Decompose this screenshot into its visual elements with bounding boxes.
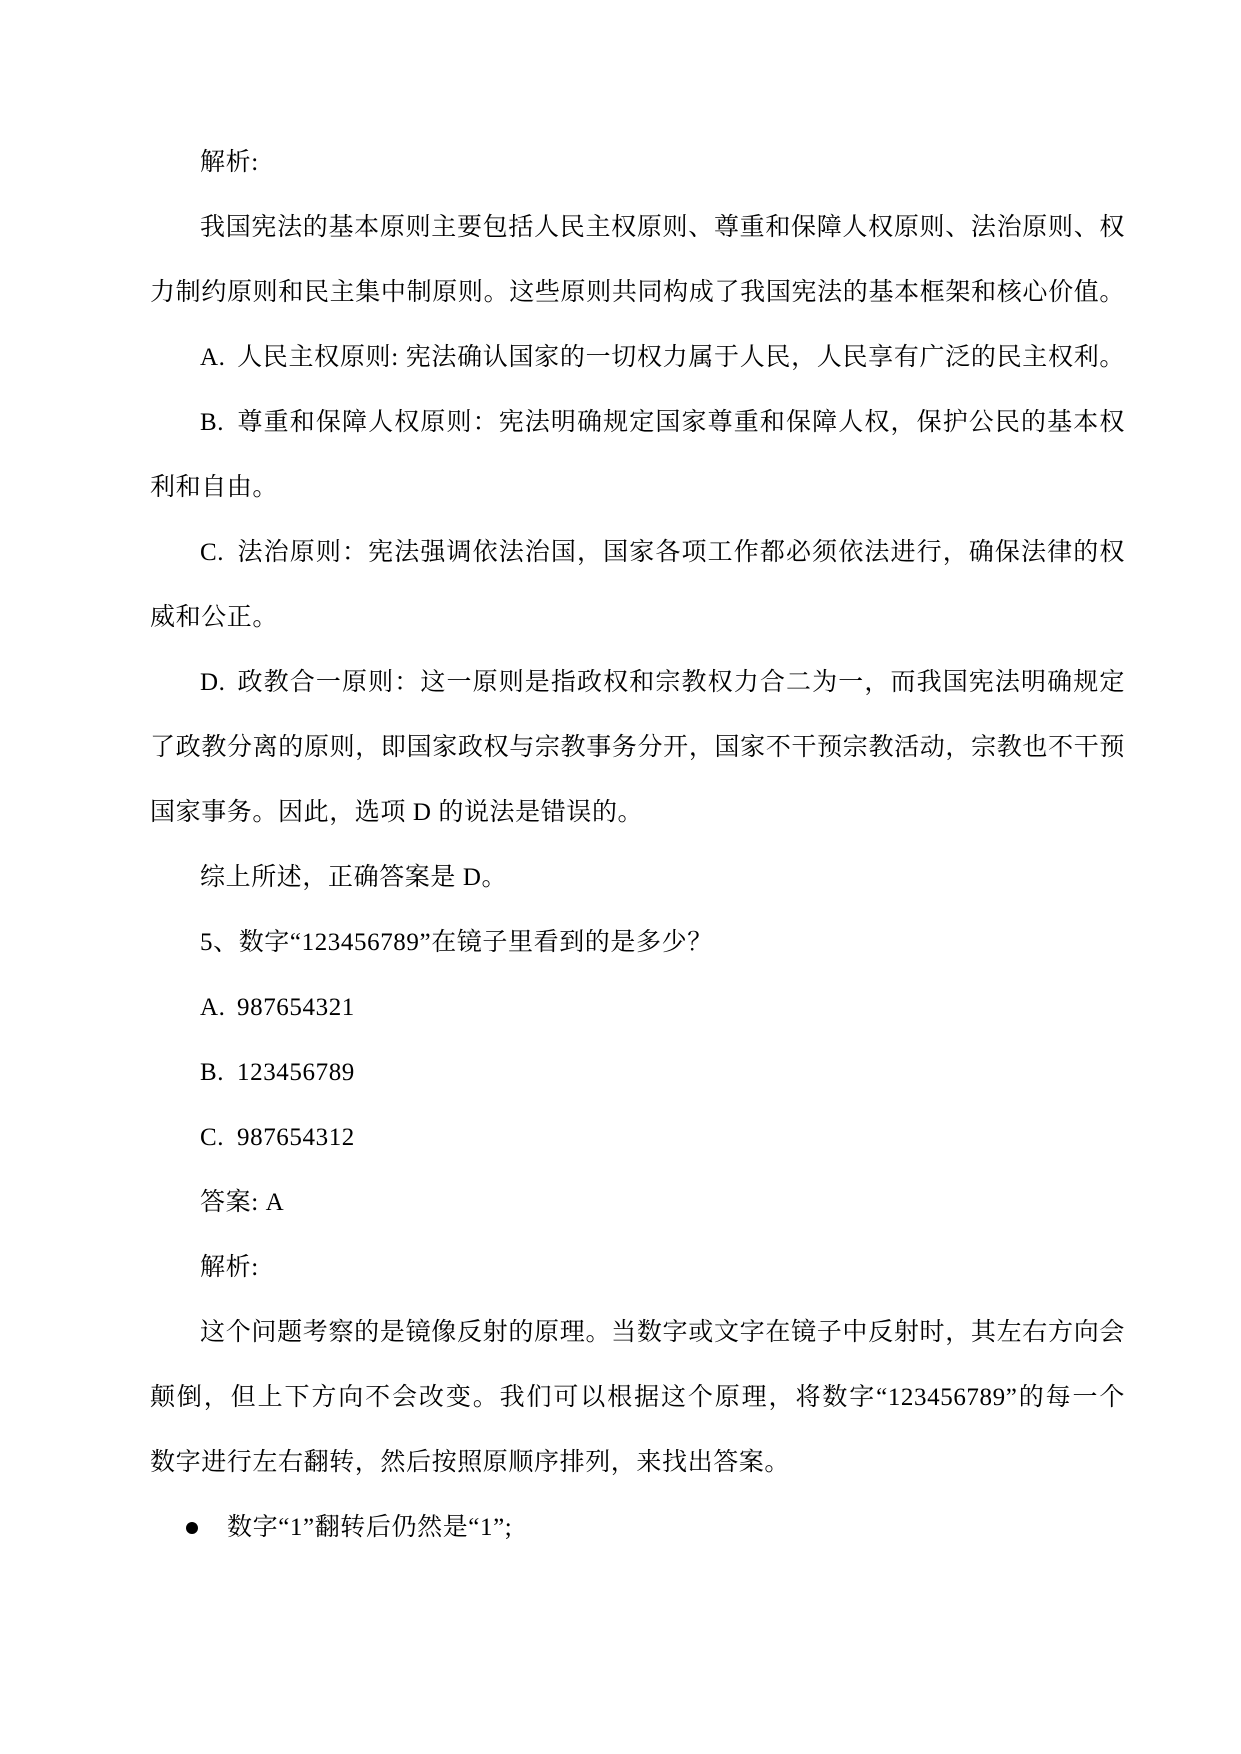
q5-option-c-text: 987654312 (237, 1124, 355, 1151)
q4-analysis-paragraph-line-2 (150, 260, 1125, 325)
q5-analysis-paragraph-line-3 (150, 1430, 1125, 1495)
q4-analysis-label (150, 130, 1125, 195)
q4-analysis-label-text: 解析: (200, 149, 259, 176)
q4-option-b-text-2: 利和自由。 (150, 474, 279, 501)
q5-analysis-text-2: 颠倒，但上下方向不会改变。我们可以根据这个原理，将数字“123456789”的每一个 (150, 1384, 1125, 1411)
q4-option-d (150, 650, 1125, 715)
q4-option-d-continuation-2 (150, 780, 1125, 845)
q5-option-a (150, 975, 1125, 1040)
q4-conclusion-text: 综上所述，正确答案是 D。 (200, 864, 508, 891)
q5-analysis-label (150, 1235, 1125, 1300)
q4-analysis-text-2: 力制约原则和民主集中制原则。这些原则共同构成了我国宪法的基本框架和核心价值。 (150, 279, 1125, 306)
q5-analysis-paragraph-line-1 (150, 1300, 1125, 1365)
q4-conclusion (150, 845, 1125, 910)
q5-option-b (150, 1040, 1125, 1105)
q5-bullet-item-1-text: 数字“1”翻转后仍然是“1”; (227, 1514, 513, 1541)
q5-analysis-paragraph-line-2 (150, 1365, 1125, 1430)
q4-option-c-continuation (150, 585, 1125, 650)
q4-option-a-letter: A. (200, 344, 226, 371)
q4-option-b-continuation (150, 455, 1125, 520)
q4-option-b-text: 尊重和保障人权原则：宪法明确规定国家尊重和保障人权，保护公民的基本权 (237, 409, 1125, 436)
q5-answer (150, 1170, 1125, 1235)
q5-option-c-letter: C. (200, 1124, 225, 1151)
q5-analysis-text-1: 这个问题考察的是镜像反射的原理。当数字或文字在镜子中反射时，其左右方向会 (200, 1319, 1125, 1346)
q5-option-a-letter: A. (200, 994, 226, 1021)
q4-option-b (150, 390, 1125, 455)
q4-option-c-text-2: 威和公正。 (150, 604, 279, 631)
q5-question-text: 5、数字“123456789”在镜子里看到的是多少？ (200, 929, 713, 956)
q4-option-c-text: 法治原则：宪法强调依法治国，国家各项工作都必须依法进行，确保法律的权 (237, 539, 1125, 566)
q4-option-d-continuation-1 (150, 715, 1125, 780)
q5-analysis-text-3: 数字进行左右翻转，然后按照原顺序排列，来找出答案。 (150, 1449, 791, 1476)
q4-option-a-text: 人民主权原则: 宪法确认国家的一切权力属于人民，人民享有广泛的民主权利。 (237, 344, 1125, 371)
q4-analysis-paragraph-line-1 (150, 195, 1125, 260)
q4-option-b-letter: B. (200, 409, 225, 436)
q4-option-d-text-2: 了政教分离的原则，即国家政权与宗教事务分开，国家不干预宗教活动，宗教也不干预 (150, 734, 1125, 761)
q5-bullet-item-1 (150, 1495, 1125, 1560)
q4-analysis-text-1: 我国宪法的基本原则主要包括人民主权原则、尊重和保障人权原则、法治原则、权 (200, 214, 1125, 241)
bullet-icon (186, 1522, 198, 1534)
q5-option-a-text: 987654321 (237, 994, 355, 1021)
q5-option-b-letter: B. (200, 1059, 225, 1086)
q4-option-c (150, 520, 1125, 585)
text-column (150, 130, 1125, 1560)
q4-option-c-letter: C. (200, 539, 225, 566)
q5-analysis-label-text: 解析: (200, 1254, 259, 1281)
q5-question (150, 910, 1125, 975)
q4-option-d-text: 政教合一原则：这一原则是指政权和宗教权力合二为一，而我国宪法明确规定 (237, 669, 1125, 696)
q4-option-a (150, 325, 1125, 390)
q4-option-d-text-3: 国家事务。因此，选项 D 的说法是错误的。 (150, 799, 644, 826)
q5-option-c (150, 1105, 1125, 1170)
q5-answer-text: 答案: A (200, 1189, 285, 1216)
q4-option-d-letter: D. (200, 669, 226, 696)
q5-option-b-text: 123456789 (237, 1059, 355, 1086)
